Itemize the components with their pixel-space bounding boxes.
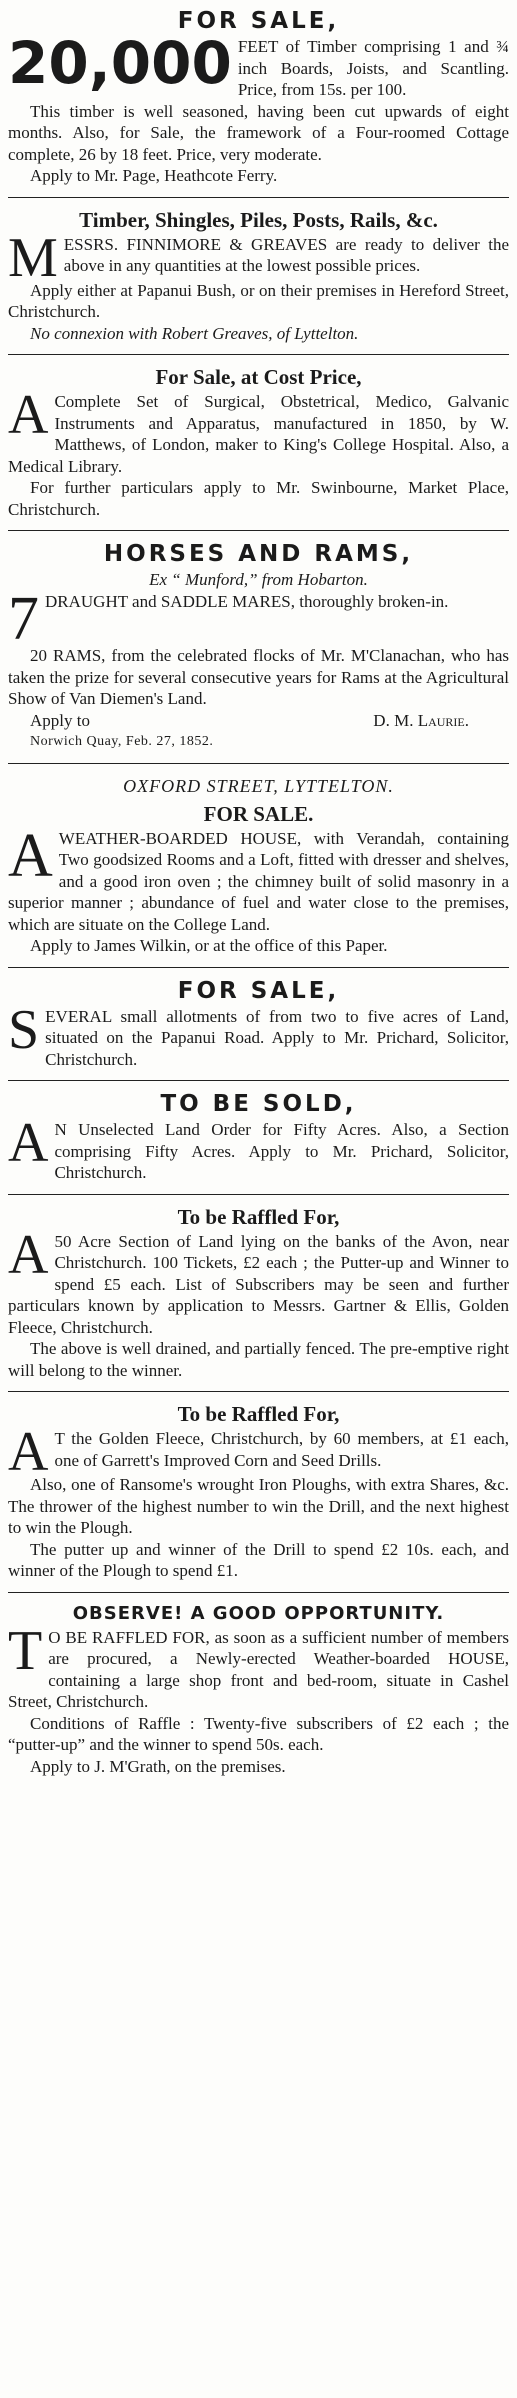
ad-body: Apply either at Papanui Bush, or on their premises in Hereford Street, Christchurch. — [8, 280, 509, 321]
drop-cap: A — [8, 1112, 49, 1174]
ad-apply: Apply to J. M'Grath, on the premises. — [30, 1756, 286, 1776]
ad-weatherboard-house — [8, 770, 509, 961]
ad-heading: OBSERVE! A GOOD OPPORTUNITY. — [72, 1602, 445, 1624]
ad-horses-rams — [8, 537, 509, 757]
ad-heading: FOR SALE, — [177, 977, 340, 1004]
divider — [8, 1080, 509, 1081]
ad-date: Norwich Quay, Feb. 27, 1852. — [30, 734, 214, 749]
ad-lead-text: EVERAL small allotments of from two to five acres of Land, situated on the Papanui Road. Apply to Mr. Prichard, Solicitor, Christchurch. — [45, 1006, 509, 1069]
ad-heading: For Sale, at Cost Price, — [155, 365, 362, 389]
ad-land-allotments — [8, 974, 509, 1075]
drop-cap: S — [8, 998, 40, 1061]
ad-heading: HORSES AND RAMS, — [103, 541, 414, 567]
ad-lead-text: DRAUGHT and SADDLE MARES, thoroughly broken-in. — [45, 592, 449, 611]
ad-body: This timber is well seasoned, having been cut upwards of eight months. Also, for Sale, the framework of a Four-roomed Cottage complete, 26 by 18 feet. Price, very moderate. — [8, 101, 509, 164]
drop-cap: A — [8, 1223, 49, 1286]
ad-lead-text: ESSRS. FINNIMORE & GREAVES are ready to deliver the above in any quantities at the lowest possible prices. — [63, 234, 509, 275]
ad-body: For further particulars apply to Mr. Swinbourne, Market Place, Christchurch. — [8, 478, 509, 519]
ad-body: Conditions of Raffle : Twenty-five subscribers of £2 each ; the “putter-up” and the winner to spend 50s. each. — [8, 1713, 509, 1754]
ad-apply: Apply to Mr. Page, Heathcote Ferry. — [30, 166, 278, 185]
ad-note: No connexion with Robert Greaves, of Lyttelton. — [30, 323, 359, 343]
ad-body: Also, one of Ransome's wrought Iron Ploughs, with extra Shares, &c. The thrower of the highest number to win the Drill, and the next highest to win the Plough. — [8, 1475, 509, 1537]
ad-heading: To be Raffled For, — [177, 1402, 340, 1426]
drop-cap: T — [8, 1619, 43, 1682]
divider — [8, 763, 509, 764]
ad-lead-text: T the Golden Fleece, Christchurch, by 60 members, at £1 each, one of Garrett's Improved Corn and Seed Drills. — [54, 1429, 509, 1470]
drop-cap: A — [8, 384, 49, 446]
ad-finnimore-greaves — [8, 204, 509, 349]
ad-apply: Apply to James Wilkin, or at the office of this Paper. — [30, 936, 388, 955]
ad-body: The above is well drained, and partially fenced. The pre-emptive right will belong to the winner. — [8, 1339, 509, 1380]
ad-body: 20 RAMS, from the celebrated flocks of Mr. M'Clanachan, who has taken the prize for several consecutive years for Rams at the Agricultural Show of Van Diemen's Land. — [8, 646, 509, 708]
ad-lead-text: WEATHER-BOARDED HOUSE, with Verandah, containing Two goodsized Rooms and a Loft, fitted with dresser and shelves, and a good iron oven ; the chimney built of solid masonry in a superior manner ; abundance of fuel and water close to the premises, which are situate on the College Land. — [8, 828, 509, 934]
ad-lead-text: FEET of Timber comprising 1 and ¾ inch Boards, Joists, and Scantling. Price, from 15s. per 100. — [237, 37, 509, 99]
ad-raffle-drill — [8, 1398, 509, 1586]
divider — [8, 197, 509, 198]
ad-heading: FOR SALE. — [203, 801, 314, 826]
ad-subheading: Ex “ Munford,” from Hobarton. — [149, 570, 368, 589]
divider — [8, 1391, 509, 1392]
ad-timber-for-sale — [8, 4, 509, 191]
drop-cap: A — [8, 1421, 49, 1483]
ad-apply-label: Apply to — [30, 710, 90, 730]
ad-lead-text: 50 Acre Section of Land lying on the banks of the Avon, near Christchurch. 100 Tickets, £2 each ; the Putter-up and Winner to spend £5 each. List of Subscribers may be seen and further particulars known by application to Messrs. Gartner & Ellis, Golden Fleece, Christchurch. — [8, 1231, 509, 1337]
ad-heading: TO BE SOLD, — [160, 1091, 357, 1117]
ad-raffle-land — [8, 1201, 509, 1386]
ad-land-order — [8, 1087, 509, 1188]
ad-lead-text: O BE RAFFLED FOR, as soon as a sufficient number of members are procured, a Newly-erected Weather-boarded HOUSE, containing a large shop front and bed-room, situate in Cashel Street, Christchurch. — [8, 1627, 509, 1711]
divider — [8, 967, 509, 968]
lead-number: 20,000 — [8, 29, 232, 97]
ad-body-2: The putter up and winner of the Drill to spend £2 10s. each, and winner of the Plough to spend £1. — [8, 1539, 509, 1580]
divider — [8, 1592, 509, 1593]
ad-heading: Timber, Shingles, Piles, Posts, Rails, &c. — [79, 207, 438, 232]
divider — [8, 354, 509, 355]
divider — [8, 1194, 509, 1195]
drop-cap: A — [8, 821, 53, 890]
ad-apply-name: D. M. Laurie. — [373, 710, 469, 730]
drop-cap: 7 — [8, 585, 39, 653]
ad-heading: To be Raffled For, — [177, 1204, 340, 1229]
drop-cap: M — [8, 226, 58, 289]
ad-lead-text: N Unselected Land Order for Fifty Acres. Also, a Section comprising Fifty Acres. Apply to Mr. Prichard, Solicitor, Christchurch. — [54, 1120, 509, 1182]
ad-lead-text: Complete Set of Surgical, Obstetrical, Medico, Galvanic Instruments and Apparatus, manufactured in 1850, by W. Matthews, of London, maker to King's College Hospital. Also, a Medical Library. — [8, 392, 509, 476]
ad-surgical-instruments — [8, 361, 509, 524]
ad-top-heading: OXFORD STREET, LYTTELTON. — [123, 775, 394, 796]
ad-raffle-house — [8, 1599, 509, 1782]
ad-heading: FOR SALE, — [177, 8, 340, 34]
divider — [8, 530, 509, 531]
